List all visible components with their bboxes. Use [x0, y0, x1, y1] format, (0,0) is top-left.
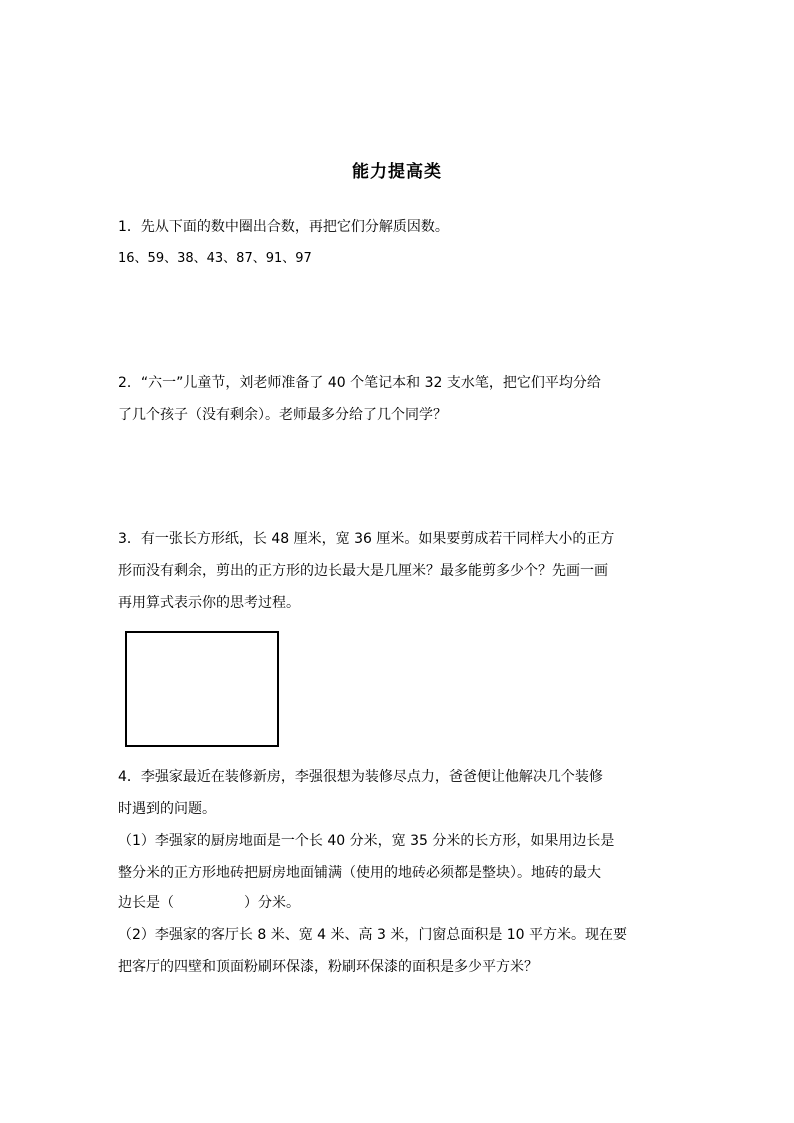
- drawing-rectangle: [125, 631, 279, 747]
- question-2-line-1: 2．“六一”儿童节，刘老师准备了 40 个笔记本和 32 支水笔，把它们平均分给: [118, 375, 601, 391]
- question-4-sub-2-line-1: （2）李强家的客厅长 8 米、宽 4 米、高 3 米，门窗总面积是 10 平方米。现在要: [118, 927, 628, 943]
- question-4-sub-1-line-2: 整分米的正方形地砖把厨房地面铺满（使用的地砖必须都是整块）。地砖的最大: [118, 865, 601, 881]
- question-2-line-2: 了几个孩子（没有剩余）。老师最多分给了几个同学？: [118, 407, 447, 423]
- answer-suffix: ）分米。: [244, 895, 300, 911]
- question-3-line-1: 3．有一张长方形纸，长 48 厘米，宽 36 厘米。如果要剪成若干同样大小的正方: [118, 531, 615, 547]
- question-1-numbers: 16、59、38、43、87、91、97: [118, 251, 312, 266]
- question-3-line-2: 形而没有剩余，剪出的正方形的边长最大是几厘米？最多能剪多少个？先画一画: [118, 563, 608, 579]
- page-title: 能力提高类: [352, 162, 442, 182]
- answer-prefix: 边长是（: [118, 895, 174, 911]
- question-4-line-1: 4．李强家最近在装修新房，李强很想为装修尽点力，爸爸便让他解决几个装修: [118, 769, 603, 785]
- question-3-line-3: 再用算式表示你的思考过程。: [118, 595, 300, 611]
- question-4-line-2: 时遇到的问题。: [118, 801, 216, 817]
- question-4-sub-1-line-1: （1）李强家的厨房地面是一个长 40 分米，宽 35 分米的长方形，如果用边长是: [118, 833, 615, 849]
- question-4-sub-2-line-2: 把客厅的四壁和顶面粉刷环保漆，粉刷环保漆的面积是多少平方米？: [118, 959, 538, 975]
- question-4-sub-1-line-3: [118, 893, 678, 913]
- question-1-text: 1．先从下面的数中圈出合数，再把它们分解质因数。: [118, 219, 449, 235]
